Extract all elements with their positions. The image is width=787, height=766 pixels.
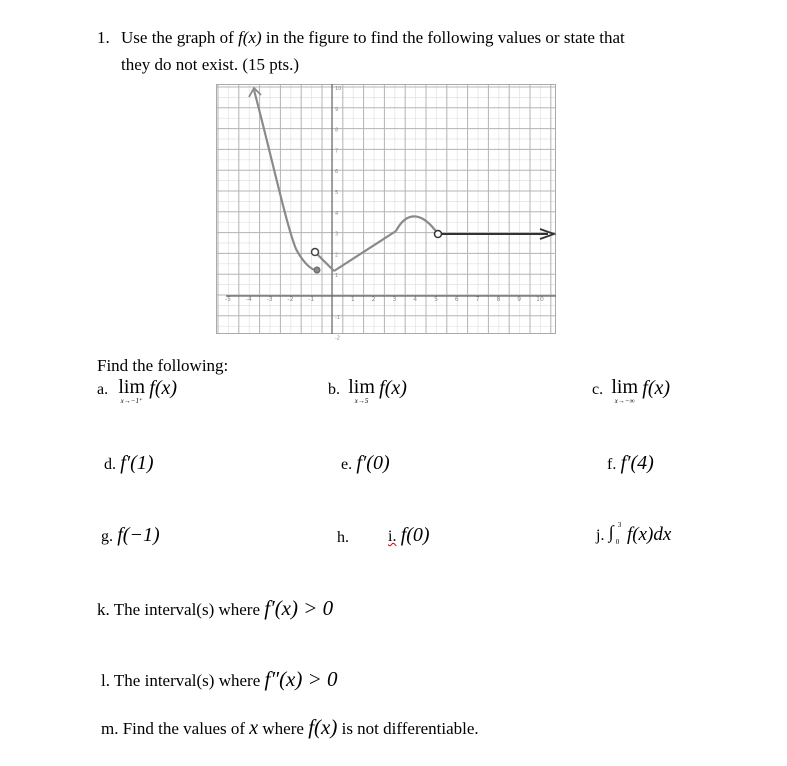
item-m: [101, 715, 479, 740]
item-d-expr: f′(1): [120, 452, 154, 474]
item-a-lim-word: lim: [118, 376, 146, 398]
item-b-lim: [348, 377, 375, 405]
item-g-letter: g.: [101, 528, 113, 545]
item-b-expr: f(x): [379, 377, 407, 399]
item-b-lim-word: lim: [348, 376, 375, 398]
item-b-letter: b.: [328, 381, 340, 398]
item-m-mid: where: [262, 719, 304, 738]
y-tick-label: 8: [335, 127, 339, 134]
x-tick-label: 5: [434, 296, 438, 303]
question-text-post: in the figure to find the following values or state that: [265, 28, 625, 47]
item-l-expr: f″(x) > 0: [264, 667, 338, 691]
y-tick-label: 10: [335, 86, 342, 92]
x-tick-label: -2: [287, 296, 294, 303]
item-m-var: x: [249, 717, 259, 739]
x-tick-label: -5: [225, 296, 231, 303]
item-f-letter: f.: [607, 456, 617, 473]
item-i: [388, 524, 430, 547]
y-tick-label: -1: [335, 314, 340, 321]
x-tick-label: 3: [392, 296, 397, 303]
item-j-letter: j.: [596, 527, 605, 544]
x-tick-label: 4: [413, 296, 418, 303]
question-number: 1.: [97, 28, 110, 47]
item-c-lim: [611, 377, 638, 405]
item-j-upper-limit: 3: [617, 521, 622, 529]
item-e: [341, 452, 390, 475]
item-c-lim-sub: x→−∞: [614, 397, 635, 405]
y-tick-label: 7: [335, 148, 339, 155]
item-a: [97, 377, 177, 405]
x-tick-label: -4: [245, 296, 252, 303]
x-tick-label: 2: [371, 296, 376, 303]
x-tick-label: 8: [496, 296, 501, 303]
item-j-integral-sign: ∫: [608, 522, 614, 542]
item-h-letter: h.: [337, 529, 349, 546]
y-tick-label: 9: [335, 106, 339, 113]
item-j: [596, 521, 672, 546]
y-tick-label: 6: [335, 169, 339, 176]
item-l: [101, 667, 338, 692]
x-tick-label: 9: [517, 296, 522, 303]
item-c: [592, 377, 670, 405]
question-text-line1: [121, 28, 625, 48]
item-f-expr: f′(4): [620, 452, 654, 474]
item-e-letter: e.: [341, 456, 353, 473]
question-text-pre: Use the graph of: [121, 28, 234, 47]
y-tick-label: 3: [335, 231, 339, 238]
function-graph: [216, 84, 556, 342]
item-f: [607, 452, 654, 475]
item-j-integral: [608, 521, 623, 546]
item-a-lim: [118, 377, 145, 405]
y-tick-label: -2: [335, 335, 340, 342]
question-fx: f(x): [238, 28, 262, 47]
item-a-letter: a.: [97, 381, 109, 398]
y-tick-label: 1: [335, 273, 339, 280]
find-label: Find the following:: [97, 356, 229, 375]
item-j-expr: f(x)dx: [626, 524, 672, 545]
item-b-lim-sub: x→5: [354, 397, 369, 405]
item-d: [104, 452, 154, 475]
y-tick-labels: [335, 86, 341, 342]
item-d-letter: d.: [104, 456, 116, 473]
y-tick-label: 4: [335, 210, 339, 217]
item-c-expr: f(x): [642, 377, 671, 399]
open-point-right: [435, 231, 442, 238]
y-tick-label: 5: [335, 190, 339, 196]
item-c-letter: c.: [592, 381, 604, 398]
x-tick-label: -1: [308, 296, 315, 303]
item-k: [97, 596, 333, 621]
item-k-expr: f′(x) > 0: [264, 596, 334, 620]
curve-bump: [396, 216, 438, 234]
open-point-upper: [312, 249, 319, 256]
item-a-expr: f(x): [149, 377, 178, 399]
item-j-lower-limit: 0: [615, 538, 620, 546]
item-g: [101, 524, 160, 547]
question-text-line2: they do not exist. (15 pts.): [121, 55, 300, 74]
item-b: [328, 377, 407, 405]
closed-point-lower: [314, 267, 320, 273]
item-e-expr: f′(0): [356, 452, 390, 474]
item-h: [337, 527, 349, 547]
item-m-post: is not differentiable.: [341, 719, 479, 738]
x-tick-label: -3: [266, 296, 273, 303]
x-tick-label: 10: [536, 296, 544, 303]
item-a-lim-sub: x→−1⁺: [120, 397, 143, 405]
x-tick-label: 1: [350, 296, 355, 303]
item-l-text: l. The interval(s) where: [101, 671, 261, 690]
item-g-expr: f(−1): [117, 524, 160, 546]
x-tick-label: 6: [454, 296, 459, 303]
x-tick-label: 7: [475, 296, 480, 303]
item-k-text: k. The interval(s) where: [97, 600, 261, 619]
item-c-lim-word: lim: [611, 376, 639, 398]
y-tick-label: 2: [335, 252, 339, 259]
item-m-expr: f(x): [308, 715, 338, 739]
item-i-letter: i.: [388, 528, 397, 545]
item-m-pre: m. Find the values of: [101, 719, 246, 738]
item-i-expr: f(0): [400, 524, 430, 546]
